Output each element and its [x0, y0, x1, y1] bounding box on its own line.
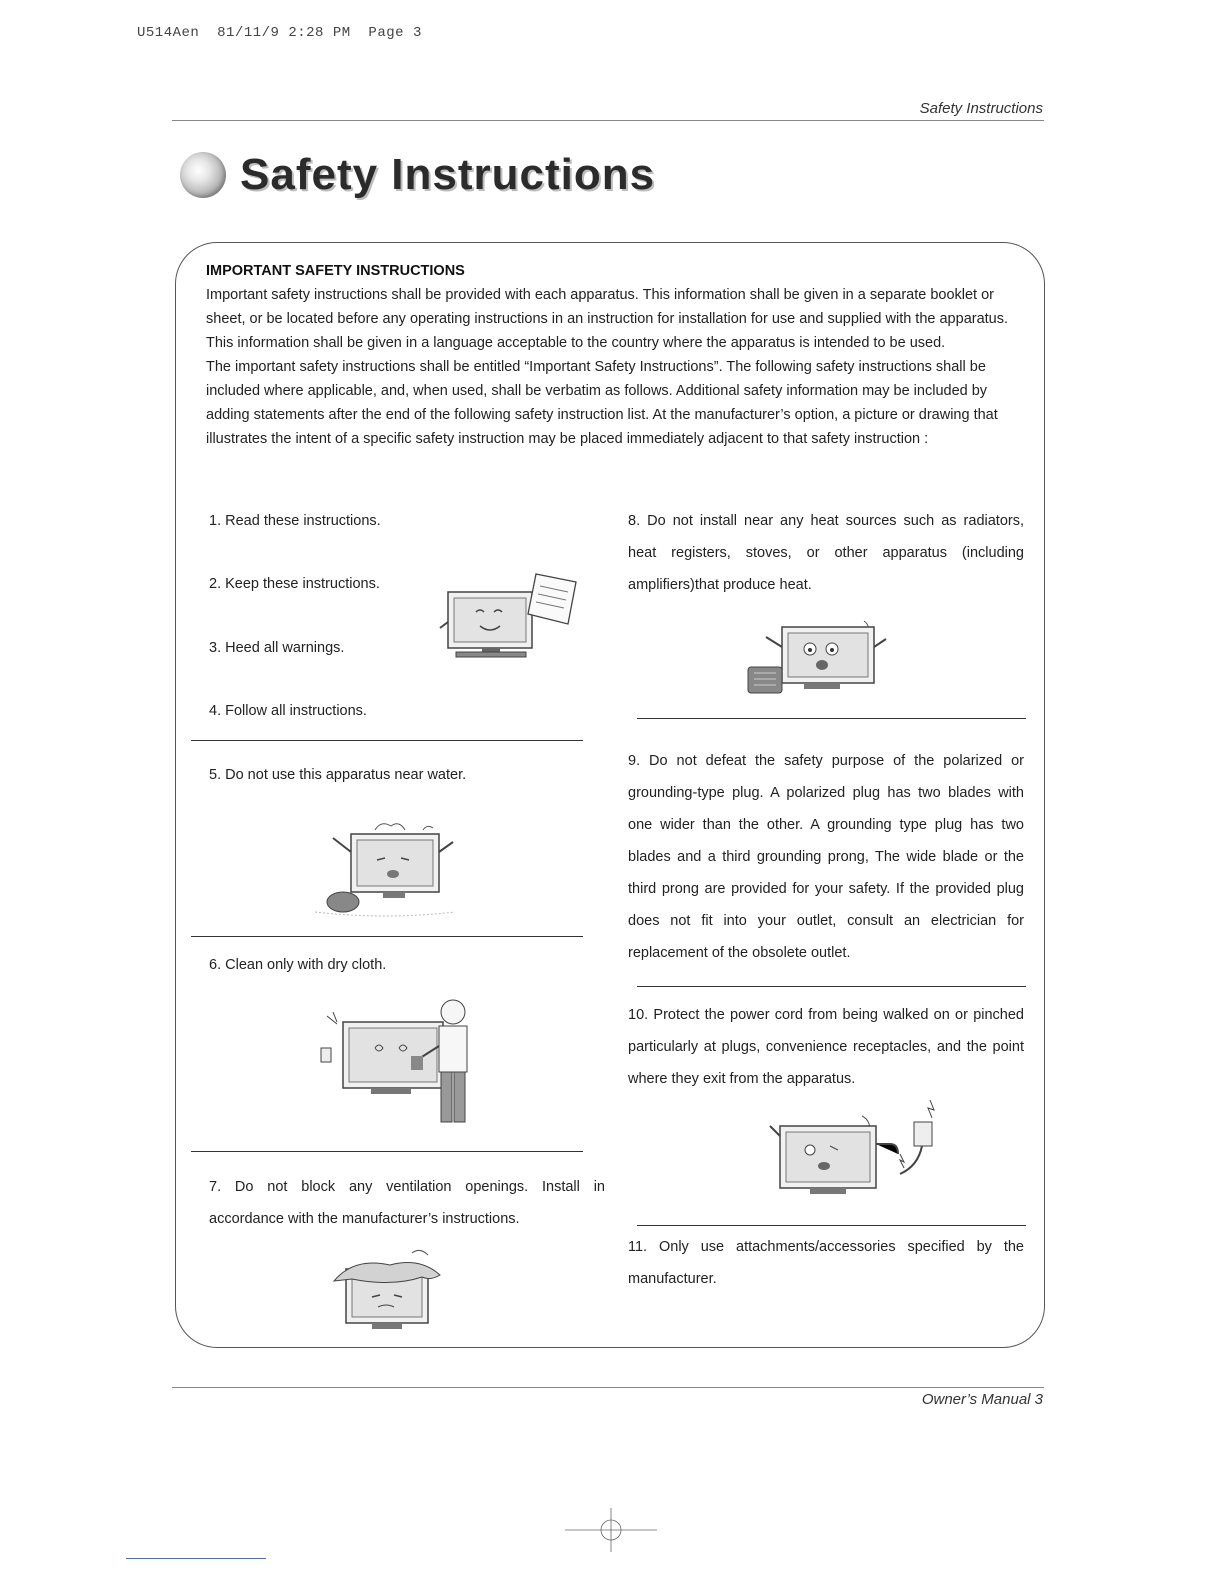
instruction-item-6: 6. Clean only with dry cloth.	[209, 957, 387, 973]
divider	[637, 986, 1026, 987]
instruction-item-10: 10. Protect the power cord from being walked on or pinched particularly at plugs, convenience receptacles, and the point where they exit from the apparatus.	[628, 1007, 1024, 1087]
intro-paragraph: This information shall be given in a language acceptable to the country where the apparatus is intended to be used.	[206, 335, 946, 351]
divider	[191, 740, 583, 741]
intro-paragraph: The important safety instructions shall be entitled “Important Safety Instructions”. The following safety instructions shall be included where applicable, and, when used, shall be verbatim as follows. Additional safety information may be included by adding statements after the end of the following safety instruction list. At the manufacturer’s option, a picture or drawing that illustrates the intent of a specific safety instruction may be placed immediately adjacent to that safety instruction :	[206, 359, 998, 447]
divider	[191, 1151, 583, 1152]
instruction-item-9: 9. Do not defeat the safety purpose of the polarized or grounding-type plug. A polarized plug has two blades with one wider than the other. A grounding type plug has two blades and a third grounding prong, The wide blade or the third prong are provided for your safety. If the provided plug does not fit into your outlet, consult an electrician for replacement of the obsolete outlet.	[628, 753, 1024, 961]
header-rule	[172, 120, 1044, 121]
instruction-item-3: 3. Heed all warnings.	[209, 640, 345, 656]
tv-near-water-illustration	[305, 812, 465, 924]
instruction-item-11: 11. Only use attachments/accessories specified by the manufacturer.	[628, 1239, 1024, 1287]
page-title: Safety Instructions	[240, 150, 656, 199]
divider	[637, 1225, 1026, 1226]
print-mark: U514Aen 81/11/9 2:28 PM Page 3	[137, 25, 422, 41]
divider	[191, 936, 583, 937]
intro-section	[206, 259, 1028, 451]
instruction-item-2: 2. Keep these instructions.	[209, 576, 380, 592]
title-block	[180, 150, 655, 200]
instruction-item-7: 7. Do not block any ventilation openings. Install in accordance with the manufacturer’s instructions.	[209, 1179, 605, 1227]
tv-holding-booklet-illustration	[436, 562, 586, 662]
page-footer: Owner’s Manual 3	[921, 1391, 1043, 1408]
divider	[637, 718, 1026, 719]
title-bullet-icon	[180, 152, 226, 198]
footer-rule	[172, 1387, 1044, 1388]
bottom-edge-line	[126, 1558, 266, 1559]
running-header: Safety Instructions	[919, 100, 1043, 117]
intro-heading: IMPORTANT SAFETY INSTRUCTIONS	[206, 263, 465, 279]
tv-pinched-cord-illustration	[760, 1100, 950, 1204]
instruction-item-1: 1. Read these instructions.	[209, 513, 381, 529]
intro-paragraph: Important safety instructions shall be provided with each apparatus. This information shall be given in a separate booklet or sheet, or be located before any operating instructions in an instruction for installation for use and supplied with the apparatus.	[206, 287, 1009, 327]
tv-near-heater-illustration	[742, 617, 892, 701]
instruction-item-5: 5. Do not use this apparatus near water.	[209, 767, 467, 783]
man-cleaning-tv-illustration	[313, 996, 483, 1128]
instruction-item-4: 4. Follow all instructions.	[209, 703, 367, 719]
instruction-item-8: 8. Do not install near any heat sources such as radiators, heat registers, stoves, or other apparatus (including amplifiers)that produce heat.	[628, 513, 1024, 593]
tv-covered-vents-illustration	[320, 1245, 450, 1335]
registration-mark-icon	[565, 1508, 657, 1552]
